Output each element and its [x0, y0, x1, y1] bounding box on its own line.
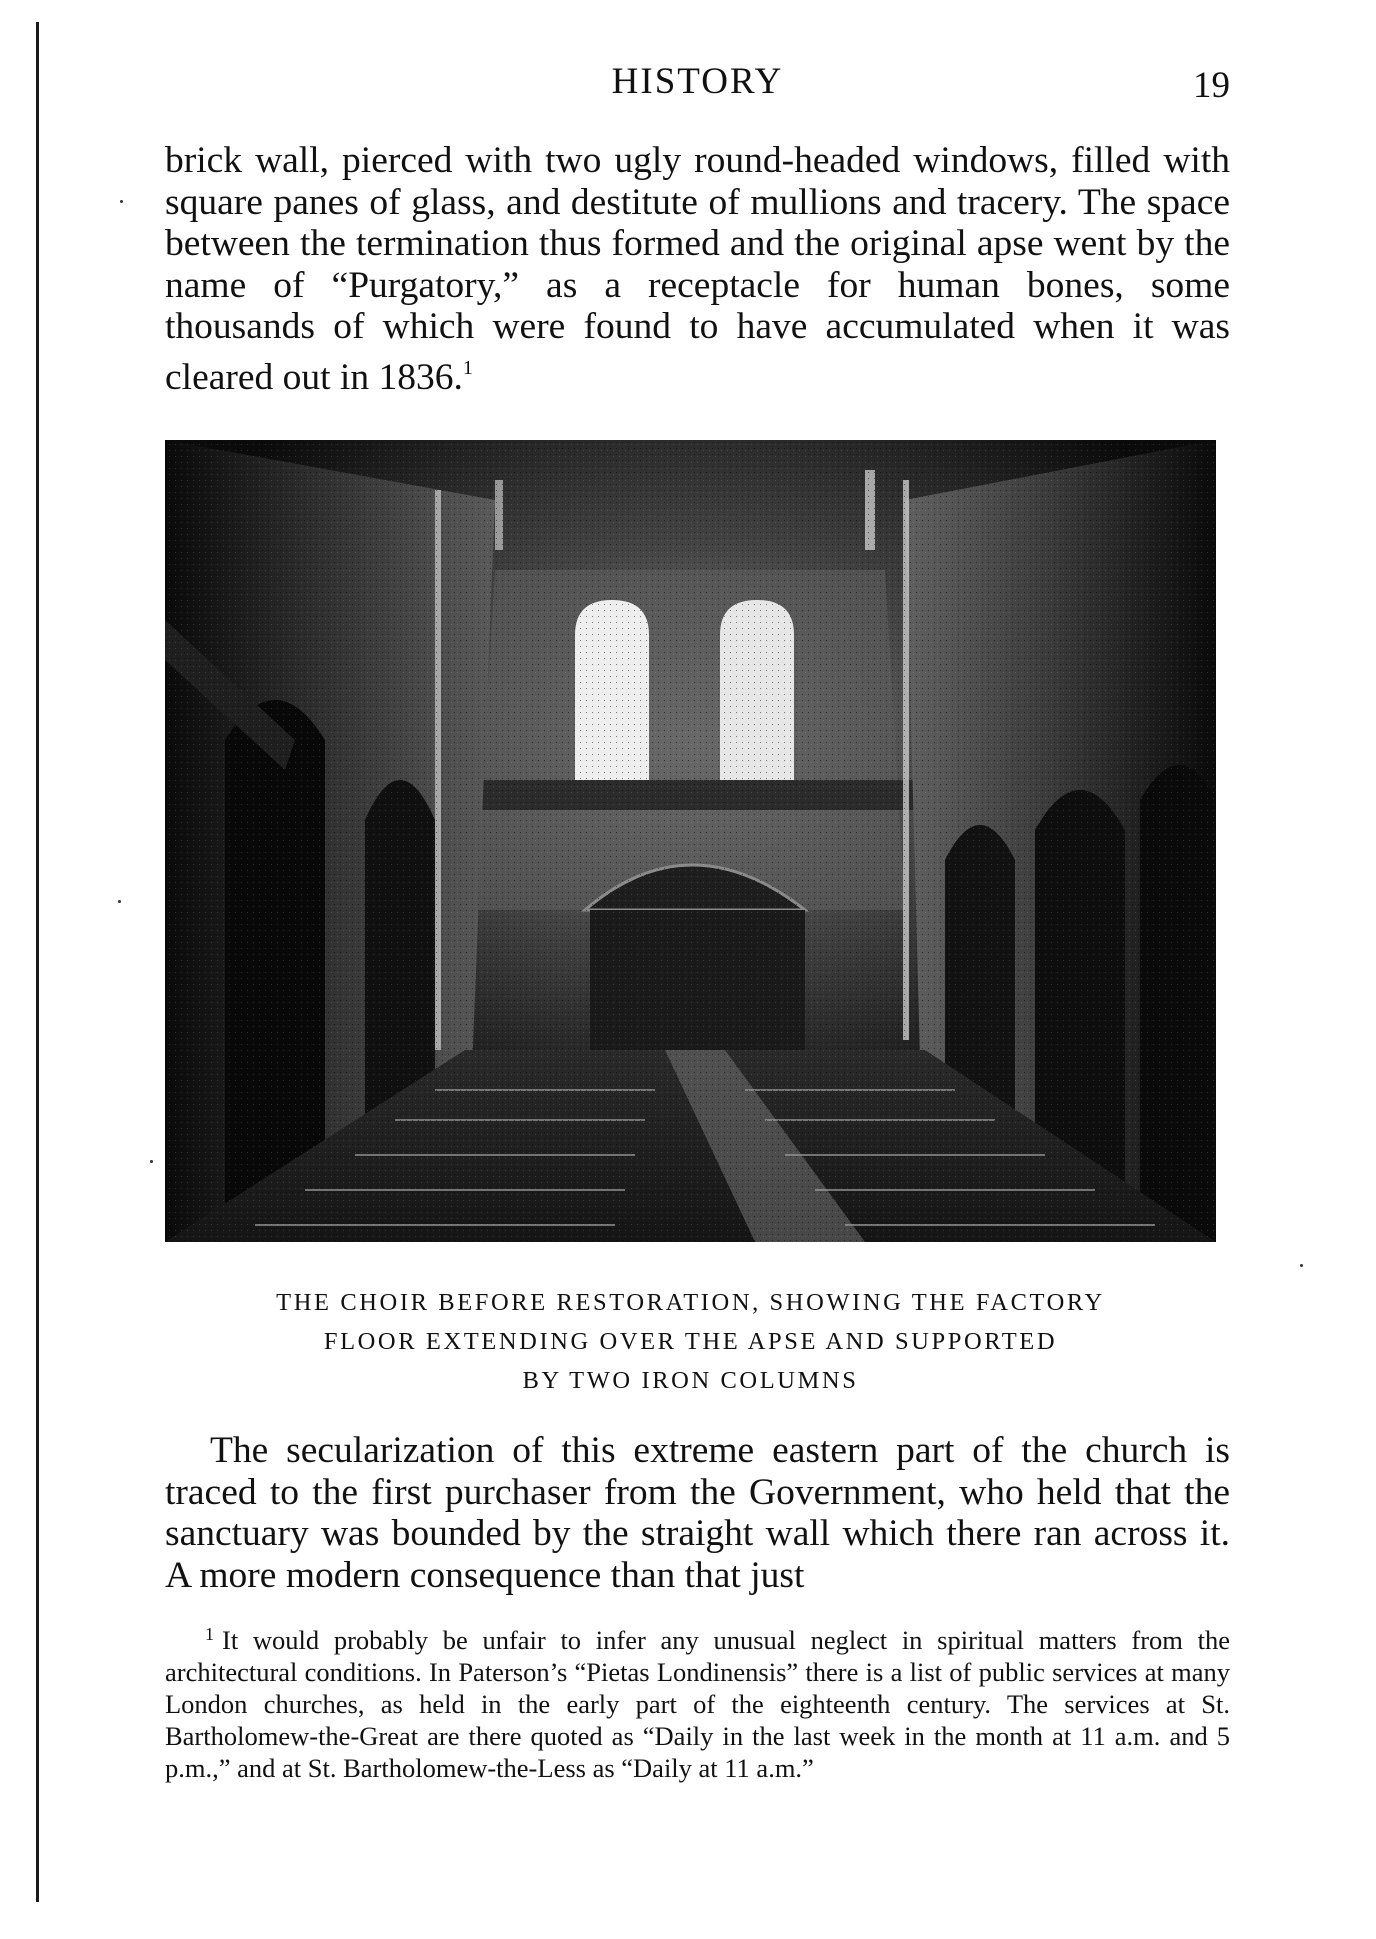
photo-grain — [165, 440, 1216, 1242]
page-header — [165, 60, 1230, 110]
page-binding-edge — [36, 22, 39, 1902]
caption-line: FLOOR EXTENDING OVER THE APSE AND SUPPORTED — [323, 1328, 1058, 1355]
print-speck — [150, 1160, 153, 1163]
caption-line: THE CHOIR BEFORE RESTORATION, SHOWING THE FACTORY — [276, 1289, 1105, 1316]
figure-caption — [165, 1283, 1216, 1400]
page-number: 19 — [1193, 65, 1230, 106]
print-speck — [118, 900, 121, 903]
choir-photograph — [165, 440, 1216, 1242]
footnote — [165, 1618, 1230, 1784]
footnote-mark: 1 — [205, 1624, 214, 1644]
paragraph-top-text: brick wall, pierced with two ugly round-headed windows, filled with square panes of glass, and destitute of mullions and tracery. The space between the termination thus formed and the original apse went by the name of “Purgatory,” as a receptacle for human bones, some thousands of which were found to have accumulated when it was cleared out in 1836. — [165, 140, 1230, 398]
footnote-text: It would probably be unfair to infer any unusual neglect in spiritual matters from the architectural conditions. In Paterson’s “Pietas Londinensis” there is a list of public services at many London churches, as held in the early part of the eighteenth century. The services at St. Bartholomew-the-Great are there quoted as “Daily in the last week in the month at 11 a.m. and 5 p.m.,” and at St. Bartholomew-the-Less as “Daily at 11 a.m.” — [165, 1625, 1230, 1783]
print-speck — [1300, 1264, 1303, 1267]
footnote-reference: 1 — [462, 356, 473, 379]
running-head: HISTORY — [611, 61, 784, 102]
print-speck — [120, 200, 123, 203]
paragraph-top — [165, 140, 1230, 398]
paragraph-bottom: The secularization of this extreme eastern part of the church is traced to the first purchaser from the Government, who held that the sanctuary was bounded by the straight wall which there ran across it. A more modern consequence than that just — [165, 1430, 1230, 1596]
caption-line: BY TWO IRON COLUMNS — [522, 1367, 859, 1394]
